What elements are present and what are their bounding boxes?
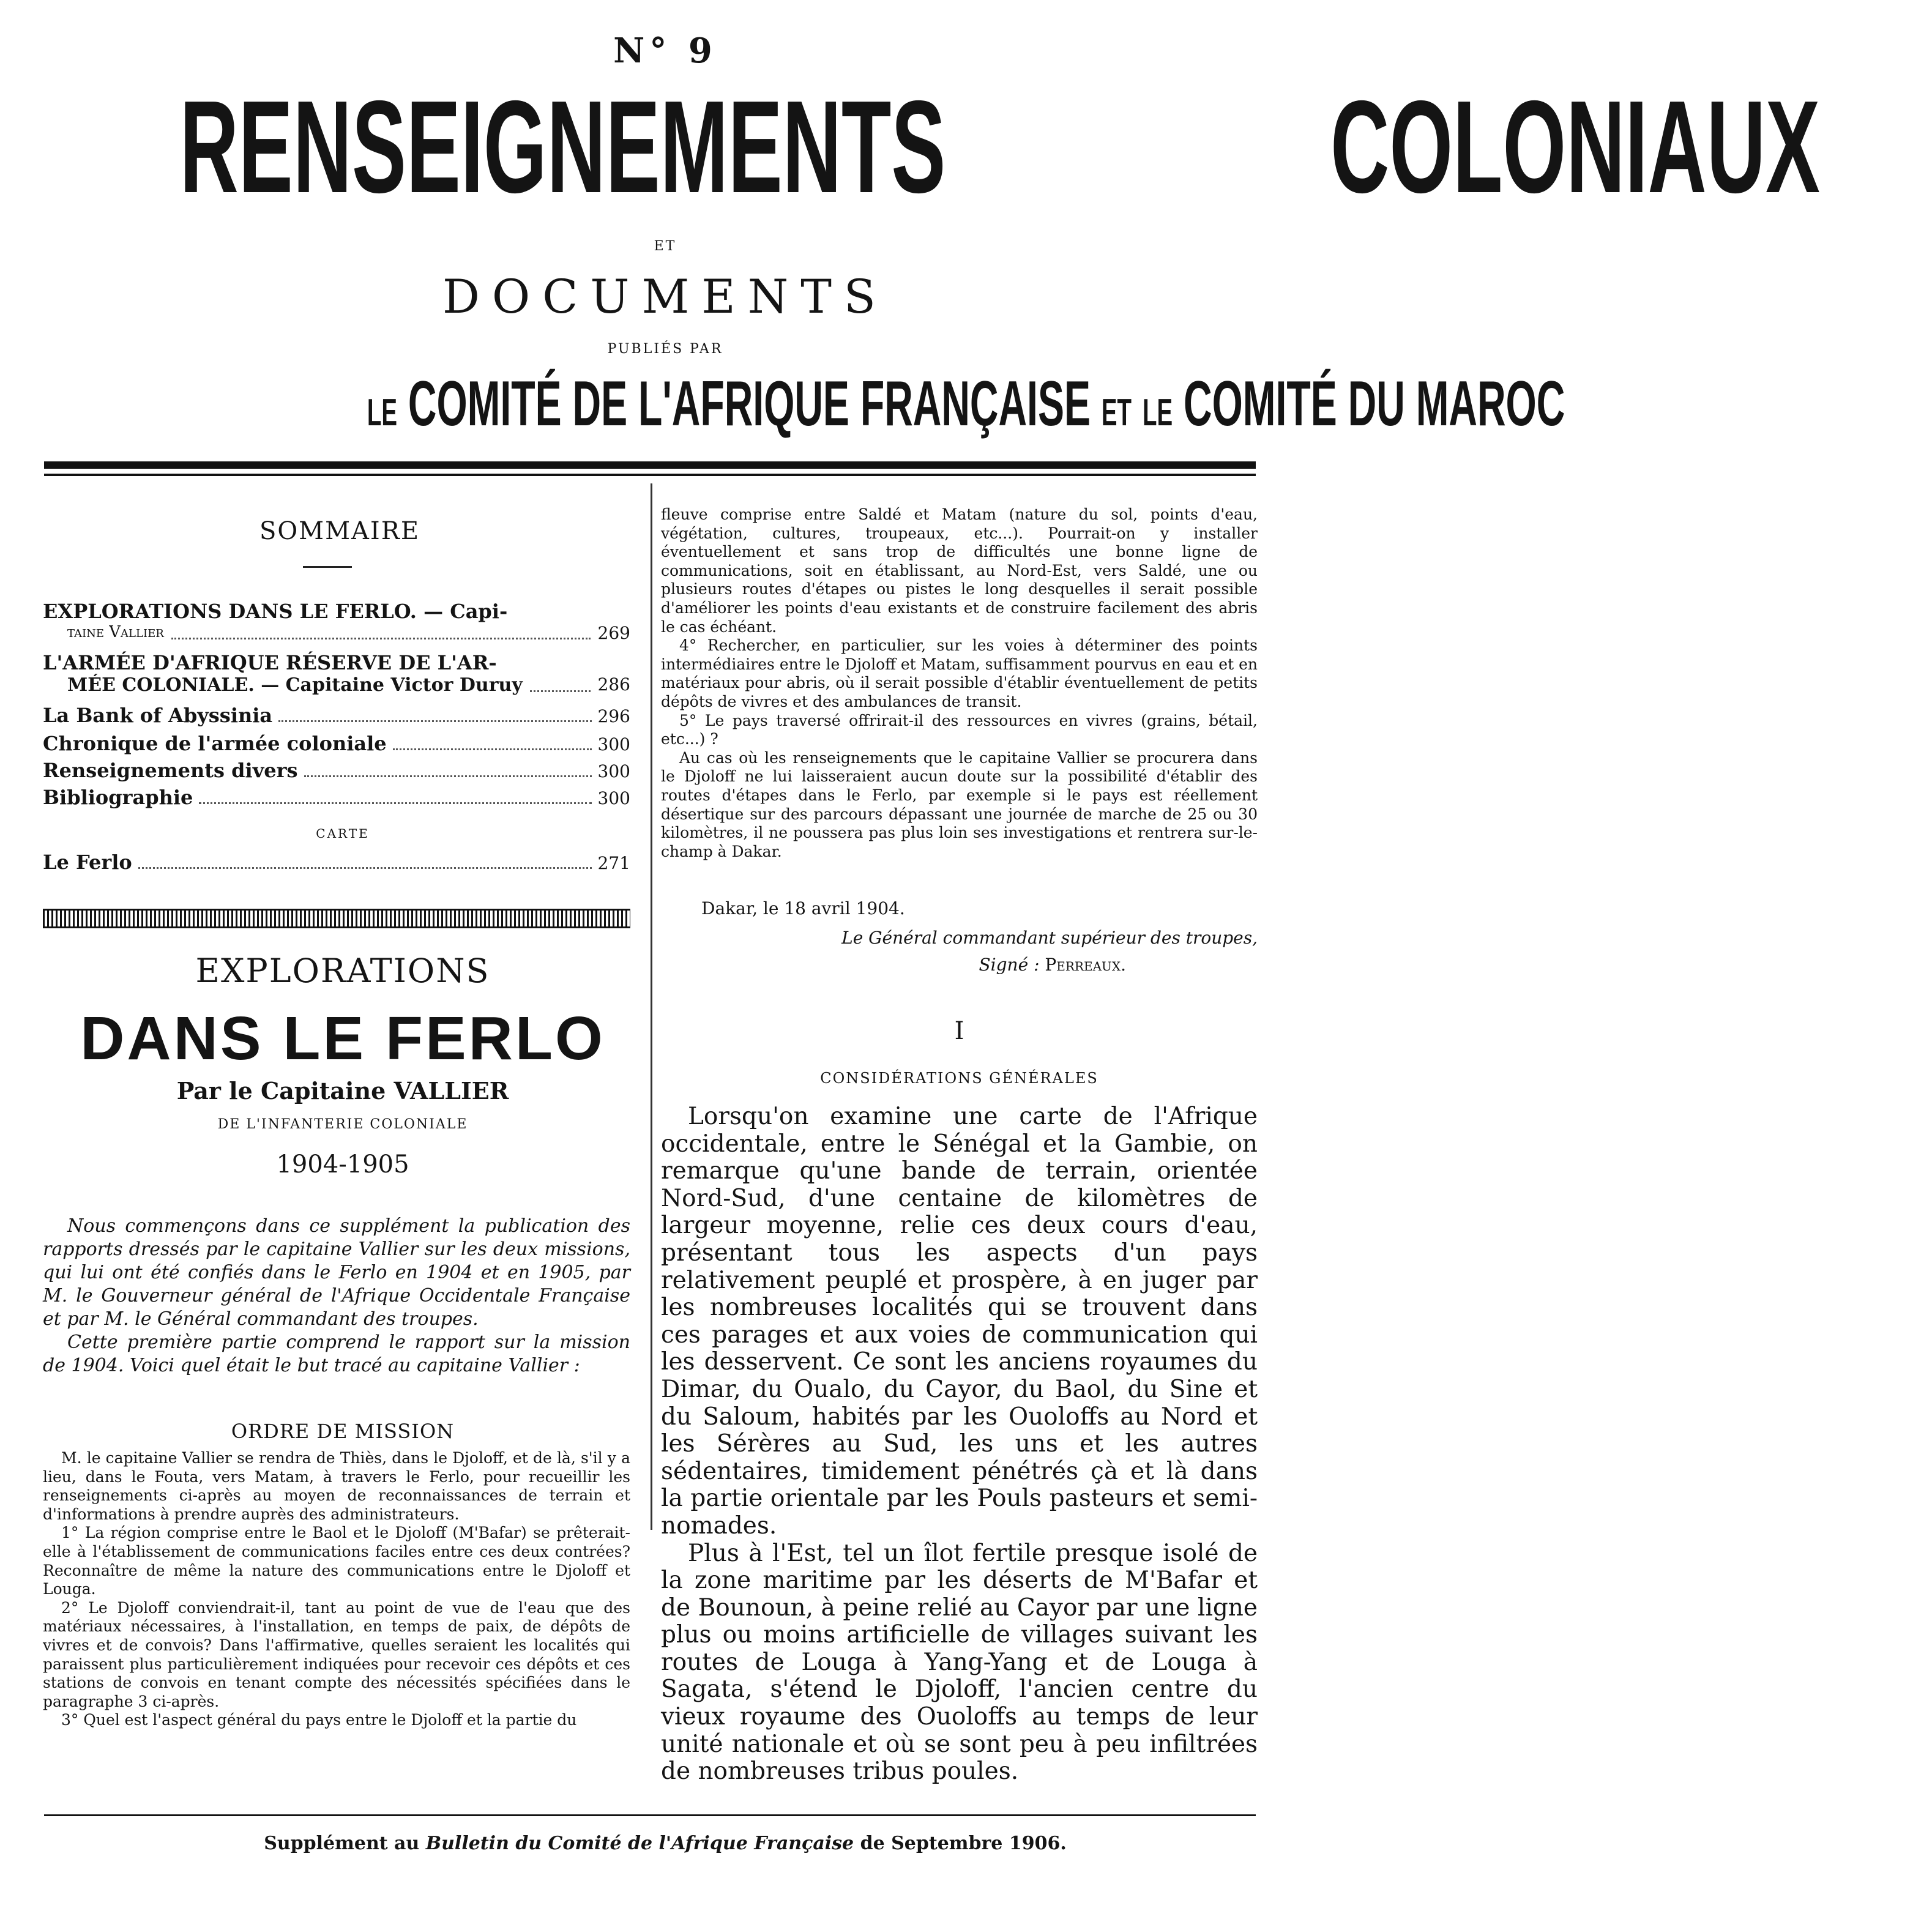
intro-paragraph: Cette première partie comprend le rapport sur la mission de 1904. Voici quel était le but tracé au capitaine Vallier : — [43, 1332, 630, 1376]
toc-entry-title: Renseignements divers — [43, 759, 298, 782]
ordre-paragraph: Au cas où les renseignements que le capitaine Vallier se procurera dans le Djoloff ne lui laisseraient aucun doute sur la possibilité d'établir des routes d'étapes dans le Ferlo, par exemple si le pays est réellement désertique sur des parcours dépassant une journée de marche de 25 ou 30 kilomètres, il ne poussera pas plus loin ses investigations et rentrera sur-le-champ à Dakar. — [661, 748, 1258, 860]
sommaire-divider — [303, 566, 352, 568]
ordre-paragraph: 1° La région comprise entre le Baol et le Djoloff (M'Bafar) se prêterait-elle à l'établissement de communications faciles entre ces deux contrées? Reconnaître de même la nature des communications entre le Djoloff et Louga. — [43, 1524, 630, 1598]
toc-entry-title: Bibliographie — [43, 786, 193, 809]
article-intro — [43, 1215, 630, 1377]
footer-journal: Bulletin du Comité de l'Afrique Française — [425, 1833, 854, 1854]
comite-le-2: LE — [1142, 392, 1173, 434]
signature-title: Le Général commandant supérieur des troupes, — [841, 928, 1258, 948]
ordre-paragraph: 5° Le pays traversé offrirait-il des ressources en vivres (grains, bétail, etc...) ? — [661, 711, 1258, 748]
toc-entry-page: 300 — [597, 761, 630, 781]
signature-name: Perreaux. — [1045, 955, 1126, 975]
toc-map-entry — [43, 851, 630, 874]
comite-et: ET — [1101, 392, 1132, 434]
ordre-de-mission — [43, 1449, 630, 1730]
issue-number: N° 9 — [613, 31, 717, 71]
header-rule-thin — [44, 474, 1256, 476]
header-rule-thick — [44, 461, 1256, 469]
toc-entry-page: 269 — [597, 623, 630, 643]
toc-entry — [43, 600, 630, 643]
body-paragraph: Plus à l'Est, tel un îlot fertile presque isolé de la zone maritime par les déserts de M'Bafar et de Bounoun, à peine relié au Cayor par une ligne plus ou moins artificielle de villages suivant les routes de Louga à Yang-Yang et de Louga à Sagata, s'étend le Djoloff, l'ancien centre du vieux royaume des Ouoloffs au temps de leur unité nationale et où se sont peu à peu infiltrées de nombreuses tribus poules. — [661, 1539, 1258, 1786]
footer-suffix: de Septembre 1906. — [860, 1833, 1067, 1854]
ordre-continuation — [661, 505, 1258, 861]
signature — [661, 955, 1126, 975]
masthead-title — [37, 73, 1820, 220]
toc-entry-sub: MÉE COLONIALE. — Capitaine Victor Duruy — [67, 674, 523, 696]
article-years: 1904-1905 — [276, 1150, 409, 1179]
intro-paragraph: Nous commençons dans ce supplément la publication des rapports dressés par le capitaine Vallier sur les deux missions, qui lui ont été confiés dans le Ferlo en 1904 et en 1905, par M. le Gouverneur général de l'Afrique Occidentale Française et par M. le Général commandant des troupes. — [43, 1215, 630, 1330]
toc-entry-title: Chronique de l'armée coloniale — [43, 732, 387, 755]
masthead-word-1: RENSEIGNEMENTS — [179, 73, 946, 220]
sommaire-title: SOMMAIRE — [259, 517, 420, 545]
section-number: I — [954, 1017, 964, 1045]
footer-rule — [44, 1814, 1256, 1816]
masthead-et: ET — [654, 239, 677, 254]
carte-label: CARTE — [316, 826, 370, 841]
toc-map-title: Le Ferlo — [43, 851, 132, 874]
footer-prefix: Supplément au — [264, 1833, 420, 1854]
column-divider — [651, 483, 652, 1530]
toc-entry — [43, 704, 630, 727]
toc-entry — [43, 651, 630, 696]
body-paragraph: Lorsqu'on examine une carte de l'Afrique occidentale, entre le Sénégal et la Gambie, on remarque qu'une bande de terrain, orientée Nord-Sud, d'une centaine de kilomètres de largeur moyenne, relie ces deux cours d'eau, présentant tous les aspects d'un pays relativement peuplé et prospère, à en juger par les nombreuses localités qui se trouvent dans ces parages et aux voies de communication qui les desservent. Ce sont les anciens royaumes du Dimar, du Oualo, du Cayor, du Baol, du Sine et du Saloum, habités par les Ouoloffs au Nord et les Sérères au Sud, les uns et les autres sédentaires, timidement pénétrés çà et là dans la partie orientale par les Pouls pasteurs et semi-nomades. — [661, 1103, 1258, 1540]
comite-name-1: COMITÉ DE L'AFRIQUE FRANÇAISE — [408, 368, 1091, 439]
toc-entry — [43, 759, 630, 782]
masthead-documents: DOCUMENTS — [442, 269, 888, 324]
ornamental-rule — [43, 909, 630, 928]
toc-map-page: 271 — [597, 853, 630, 873]
ordre-title: ORDRE DE MISSION — [231, 1420, 455, 1443]
signature-label: Signé : — [979, 955, 1040, 975]
toc-entry-page: 300 — [597, 788, 630, 808]
ordre-paragraph: 4° Rechercher, en particulier, sur les voies à déterminer des points intermédiaires entre le Djoloff et Matam, suffisamment pourvus en eau et en matériaux pour abris, où il serait possible d'établir éventuellement de petits dépôts de vivres et des ambulances de transit. — [661, 636, 1258, 710]
toc-entry-page: 286 — [597, 674, 630, 695]
toc-entry-sub: taine Vallier — [67, 623, 164, 641]
footer — [0, 1833, 1330, 1854]
toc-entry-title: L'ARMÉE D'AFRIQUE RÉSERVE DE L'AR- — [43, 651, 497, 674]
article-heading-2: DANS LE FERLO — [80, 1004, 605, 1073]
ordre-date: Dakar, le 18 avril 1904. — [701, 898, 905, 919]
toc-entry — [43, 786, 630, 809]
ordre-paragraph: fleuve comprise entre Saldé et Matam (nature du sol, points d'eau, végétation, cultures, troupeaux, etc...). Pourrait-on y installer éventuellement et sans trop de difficultés une bonne ligne de communications, soit en établissant, au Nord-Est, vers Saldé, une ou plusieurs routes d'étapes ou pistes le long desquelles il serait possible d'améliorer les points d'eau existants et de construire facilement des abris le cas échéant. — [661, 505, 1258, 636]
toc-entry-title: La Bank of Abyssinia — [43, 704, 273, 727]
toc-entry-page: 300 — [597, 734, 630, 755]
article-unit: DE L'INFANTERIE COLONIALE — [217, 1117, 468, 1132]
ordre-paragraph: M. le capitaine Vallier se rendra de Thiès, dans le Djoloff, et de là, s'il y a lieu, dans le Fouta, vers Matam, à travers le Ferlo, pour recueillir les renseignements ci-après au moyen de reconnaissances de terrain et d'informations à prendre auprès des administrateurs. — [43, 1449, 630, 1523]
section-body — [661, 1103, 1258, 1786]
toc-entry — [43, 732, 630, 755]
toc-entry-page: 296 — [597, 706, 630, 726]
masthead-comite — [0, 367, 1565, 441]
comite-le-1: LE — [367, 392, 397, 434]
comite-name-2: COMITÉ DU MAROC — [1184, 368, 1565, 439]
article-byline: Par le Capitaine VALLIER — [176, 1077, 509, 1105]
ordre-paragraph: 3° Quel est l'aspect général du pays entre le Djoloff et la partie du — [61, 1711, 577, 1729]
section-title: CONSIDÉRATIONS GÉNÉRALES — [820, 1070, 1098, 1087]
article-heading-1: EXPLORATIONS — [195, 952, 490, 990]
masthead-publies-par: PUBLIÉS PAR — [607, 341, 723, 357]
ordre-paragraph: 2° Le Djoloff conviendrait-il, tant au point de vue de l'eau que des matériaux nécessaires, à l'installation, en temps de paix, de dépôts de vivres et de convois? Dans l'affirmative, quelles seraient les localités qui paraissent plus particulièrement indiquées pour recevoir ces dépôts et ces stations de convois en tenant compte des nécessités spécifiées dans le paragraphe 3 ci-après. — [43, 1598, 630, 1710]
toc-entry-title: EXPLORATIONS DANS LE FERLO. — Capi- — [43, 600, 508, 623]
masthead-word-2: COLONIAUX — [1330, 73, 1820, 220]
